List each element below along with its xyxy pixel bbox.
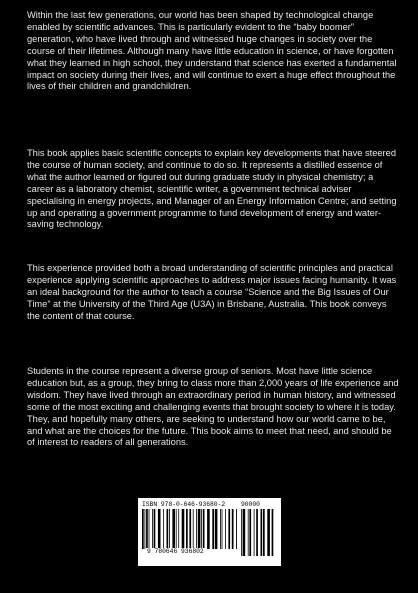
addon-barcode-graphic [241, 509, 274, 556]
barcode-bar [225, 509, 226, 549]
barcode-bar [228, 509, 230, 549]
barcode-bar [198, 509, 201, 549]
isbn-label: ISBN 978-0-646-93680-2 [142, 501, 226, 508]
barcode-bar [196, 509, 197, 549]
barcode-bar [172, 509, 175, 549]
barcode-bar [236, 509, 237, 549]
paragraph-intro: Within the last few generations, our world has been shaped by technological change enabled by scientific advances. This is particularly evident to the “baby boomer” generation, who have lived through and witnessed huge changes in society over the course of their lifetimes. Although many have little education in science, or have forgotten what they learned in high school, they understand that science has exerted a fundamental impact on society during their lives, and will continue to exert a huge effect throughout the lives of their children and grandchildren. [27, 10, 397, 92]
barcode-bar [178, 509, 179, 549]
barcode-bar [222, 509, 223, 549]
barcode-bar [158, 509, 161, 549]
barcode-bar [249, 509, 251, 556]
barcode-bar [220, 509, 221, 549]
isbn-barcode [138, 498, 281, 566]
barcode-bar [256, 509, 258, 556]
ean-digits: 9 780646 936802 [147, 548, 204, 555]
price-addon [241, 501, 274, 556]
barcode-bar [203, 509, 205, 549]
barcode-bar [149, 509, 150, 549]
barcode-bar [167, 509, 169, 549]
barcode-bar [142, 509, 144, 549]
barcode-bar [152, 509, 153, 549]
barcode-bar [163, 509, 164, 549]
barcode-bar [232, 509, 234, 549]
barcode-bar [169, 509, 170, 549]
barcode-bar [267, 509, 270, 556]
price-addon-digits: 90000 [241, 501, 260, 508]
barcode-bar [186, 509, 188, 549]
barcode-bar [146, 509, 148, 549]
barcode-bar [193, 509, 194, 549]
barcode-bar [154, 509, 156, 549]
barcode-bar [241, 509, 242, 556]
paragraph-experience: This experience provided both a broad understanding of scientific principles and practical experience applying scientific approaches to address major issues facing humanity. It was an ideal background for the author to teach a course “Science and the Big Issues of Our Time” at the University of the Third Age (U3A) in Brisbane, Australia. This book conveys the content of that course. [27, 263, 397, 321]
barcode-bar [248, 509, 249, 556]
barcode-bar [176, 509, 177, 549]
barcode-bar [263, 509, 265, 556]
barcode-bar [212, 509, 214, 549]
barcode-bar [189, 509, 191, 549]
barcode-bar [272, 509, 274, 556]
barcode-bar [254, 509, 255, 556]
barcode-bar [207, 509, 210, 549]
barcode-bar [201, 509, 202, 549]
barcode-bar [243, 509, 246, 556]
barcode-bar [215, 509, 218, 549]
barcode-bar [182, 509, 185, 549]
paragraph-students: Students in the course represent a diverse group of seniors. Most have little science education but, as a group, they bring to class more than 2,000 years of life experience and wisdom. They have lived through an extraordinary period in human history, and witnessed some of the most exciting and challenging events that brought society to where it is today. They, and hopefully many others, are seeking to understand how our world came to be, and what are the choices for the future. This book aims to meet that need, and should be of interest to readers of all generations. [27, 366, 399, 448]
paragraph-book-purpose: This book applies basic scientific concepts to explain key developments that have steered the course of human society, and continue to do so. It represents a distilled essence of what the author learned or figured out during graduate study in physical chemistry; a career as a laboratory chemist, scientific writer, a government technical adviser specialising in energy projects, and Manager of an Energy Information Centre; and setting up and operating a government programme to fund development of energy and water-saving technology. [27, 148, 397, 230]
barcode-bar [261, 509, 263, 556]
barcode-bar [145, 509, 146, 549]
